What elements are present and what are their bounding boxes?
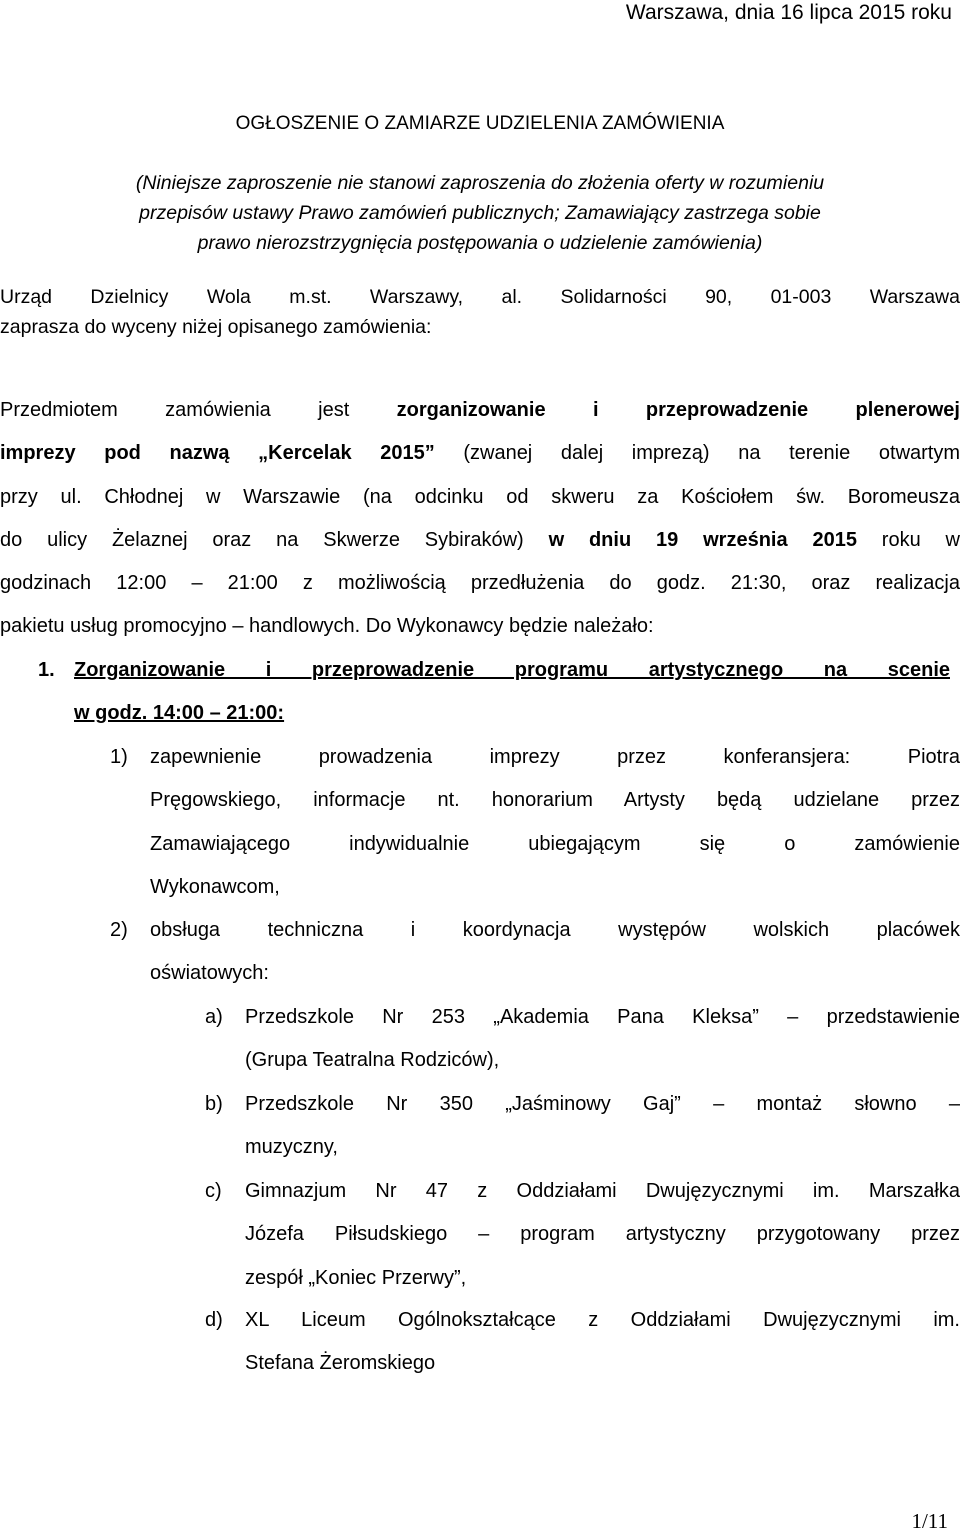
sub-item-line: oświatowych: xyxy=(150,962,269,985)
list-item-text xyxy=(245,996,960,1083)
disclaimer-line: (Niniejsze zaproszenie nie stanowi zaproszenia do złożenia oferty w rozumieniu xyxy=(135,172,825,194)
list-item-line: Stefana Żeromskiego xyxy=(245,1352,436,1375)
disclaimer-line: prawo nierozstrzygnięcia postępowania o udzielenie zamówienia) xyxy=(197,232,763,254)
event-name: imprezy pod nazwą „Kercelak 2015” xyxy=(0,442,435,465)
disclaimer xyxy=(0,168,960,258)
document-title: OGŁOSZENIE O ZAMIARZE UDZIELENIA ZAMÓWIENIA xyxy=(235,113,725,134)
list-item-label: b) xyxy=(205,1093,223,1115)
sub-item-line: zapewnienie prowadzenia imprezy przez konferansjera: Piotra xyxy=(150,746,960,768)
main-line: godzinach 12:00 – 21:00 z możliwością przedłużenia do godz. 21:30, oraz realizacja xyxy=(0,572,960,595)
sub-item-line: obsługa techniczna i koordynacja występów wolskich placówek xyxy=(150,919,960,941)
list-item-line: muzyczny, xyxy=(245,1136,338,1159)
main-bold-text: zorganizowanie i przeprowadzenie plenerowej xyxy=(396,399,960,421)
point-number: 1. xyxy=(38,659,55,681)
sub-item-text xyxy=(150,909,960,996)
point-heading-line: w godz. 14:00 – 21:00: xyxy=(74,702,285,725)
list-item-line: Gimnazjum Nr 47 z Oddziałami Dwujęzycznymi im. Marszałka xyxy=(245,1180,960,1202)
main-text: (zwanej dalej imprezą) na terenie otwartym xyxy=(434,442,960,465)
event-date: w dniu 19 września 2015 xyxy=(548,528,857,551)
sub-item-line: Wykonawcom, xyxy=(150,875,280,898)
point-heading xyxy=(74,649,950,736)
list-item-label: a) xyxy=(205,1006,223,1028)
main-text: Przedmiotem zamówienia jest xyxy=(0,399,397,421)
main-line: pakietu usług promocyjno – handlowych. Do Wykonawcy będzie należało: xyxy=(0,615,654,638)
main-line xyxy=(0,519,960,562)
list-item-line: (Grupa Teatralna Rodziców), xyxy=(245,1049,500,1072)
list-item-text xyxy=(245,1299,960,1386)
sub-item-label: 1) xyxy=(110,746,128,768)
intro-paragraph xyxy=(0,282,960,342)
main-text: roku w xyxy=(856,528,960,551)
list-item-line: Józefa Piłsudskiego – program artystyczny przygotowany przez xyxy=(245,1223,960,1246)
main-text: do ulicy Żelaznej oraz na Skwerze Sybiraków) xyxy=(0,528,549,551)
page-number: 1/11 xyxy=(911,1509,948,1533)
document-date: Warszawa, dnia 16 lipca 2015 roku xyxy=(625,1,952,24)
main-paragraph xyxy=(0,389,960,649)
intro-line: zaprasza do wyceny niżej opisanego zamówienia: xyxy=(0,316,432,338)
intro-line: Urząd Dzielnicy Wola m.st. Warszawy, al. Solidarności 90, 01-003 Warszawa xyxy=(0,286,960,308)
main-line: przy ul. Chłodnej w Warszawie (na odcinku od skweru za Kościołem św. Boromeusza xyxy=(0,485,960,508)
sub-item-line: Pręgowskiego, informacje nt. honorarium Artysty będą udzielane przez xyxy=(150,789,960,812)
point-heading-line: Zorganizowanie i przeprowadzenie programu artystycznego na scenie xyxy=(74,659,950,681)
list-item-label: d) xyxy=(205,1309,223,1331)
main-line xyxy=(0,389,960,432)
list-item-line: XL Liceum Ogólnokształcące z Oddziałami Dwujęzycznymi im. xyxy=(245,1309,960,1331)
sub-item-line: Zamawiającego indywidualnie ubiegającym się o zamówienie xyxy=(150,832,960,855)
list-item-line: Przedszkole Nr 253 „Akademia Pana Kleksa” – przedstawienie xyxy=(245,1006,960,1028)
main-line xyxy=(0,432,960,475)
sub-item-text xyxy=(150,736,960,909)
list-item-text xyxy=(245,1170,960,1300)
sub-item-label: 2) xyxy=(110,919,128,941)
list-item-line: zespół „Koniec Przerwy”, xyxy=(245,1266,467,1289)
list-item-line: Przedszkole Nr 350 „Jaśminowy Gaj” – montaż słowno – xyxy=(245,1093,960,1115)
list-item-text xyxy=(245,1083,960,1170)
disclaimer-line: przepisów ustawy Prawo zamówień publicznych; Zamawiający zastrzega sobie xyxy=(139,202,821,224)
list-item-label: c) xyxy=(205,1180,222,1202)
